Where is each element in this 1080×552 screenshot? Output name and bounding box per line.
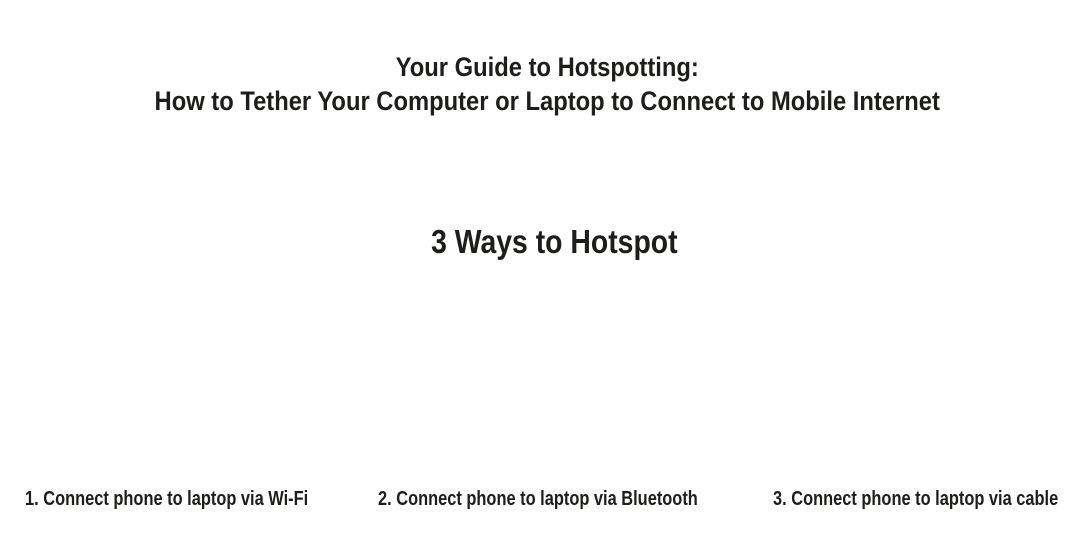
section-heading-wrap <box>0 225 1080 258</box>
section-heading: 3 Ways to Hotspot <box>430 223 678 260</box>
method-caption-wifi: 1. Connect phone to laptop via Wi-Fi <box>25 488 309 510</box>
page-title-line-1: Your Guide to Hotspotting: <box>395 52 699 82</box>
page-title <box>0 50 1080 118</box>
method-caption-cable: 3. Connect phone to laptop via cable <box>773 488 1059 510</box>
page-title-text <box>154 50 939 118</box>
page-title-line-2: How to Tether Your Computer or Laptop to Connect to Mobile Internet <box>154 86 940 116</box>
method-caption-bluetooth: 2. Connect phone to laptop via Bluetooth <box>378 488 698 510</box>
